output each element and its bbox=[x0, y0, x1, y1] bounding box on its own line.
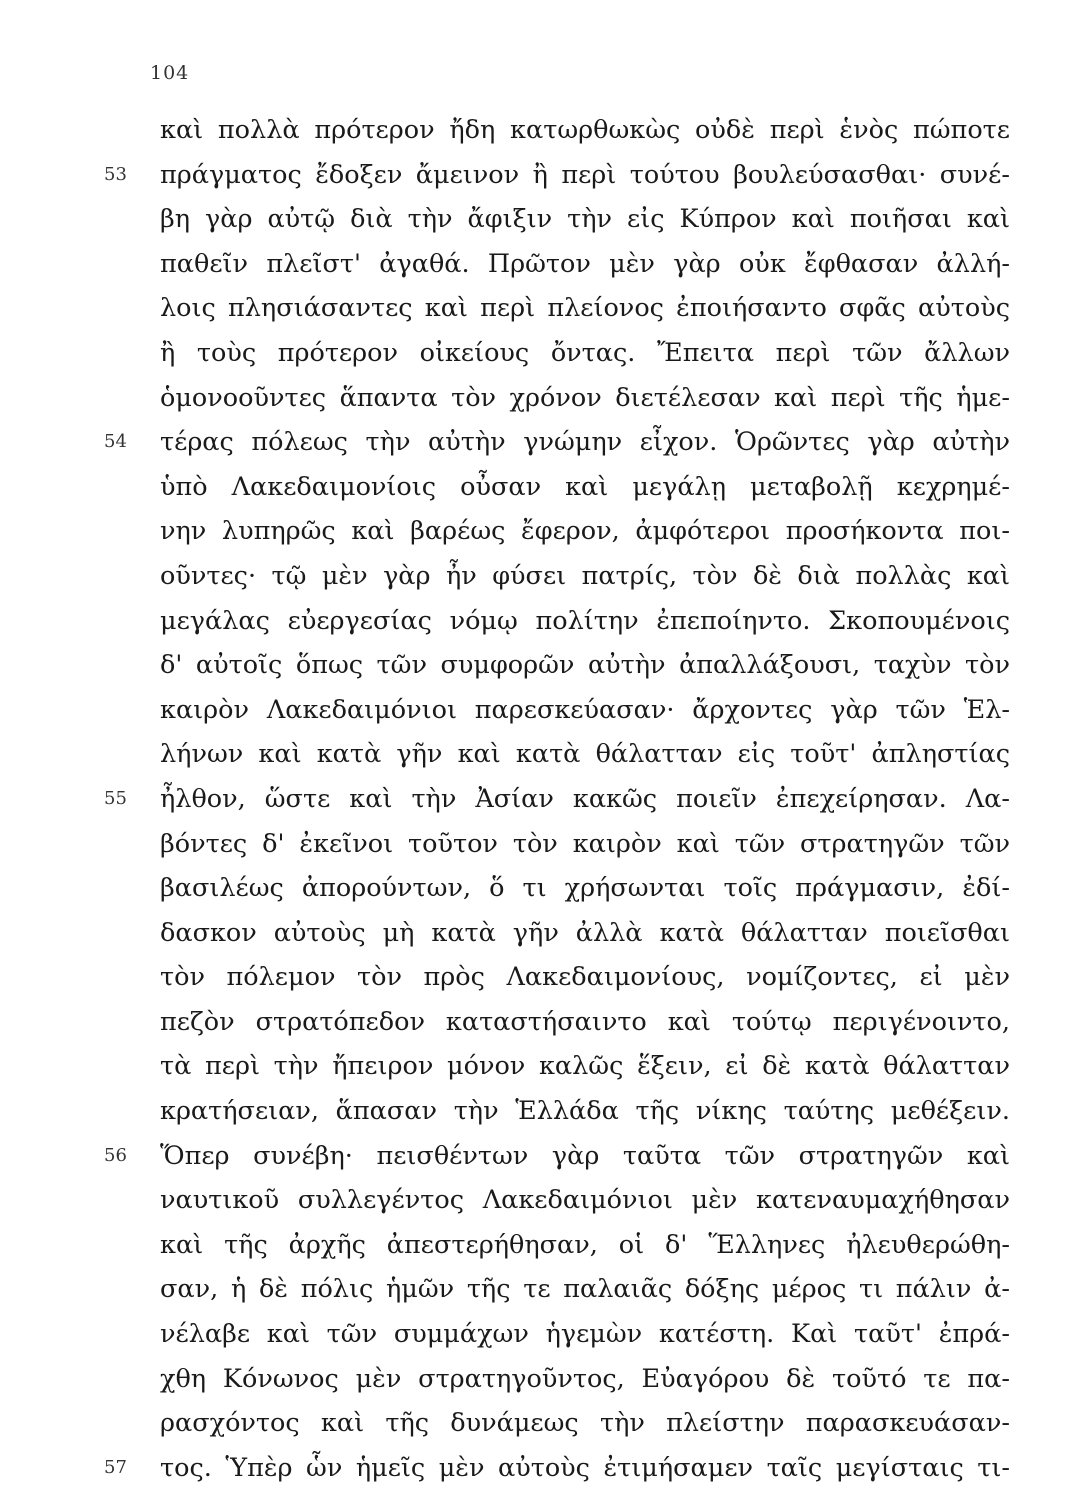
line-text: πράγματος ἔδοξεν ἄμεινον ἢ περὶ τούτου βουλεύσασθαι· συνέ- bbox=[160, 159, 1010, 190]
line-text: καὶ τῆς ἀρχῆς ἀπεστερήθησαν, οἱ δ' Ἕλληνες ἠλευθερώθη- bbox=[160, 1229, 1010, 1260]
text-line bbox=[0, 599, 1073, 644]
text-line bbox=[0, 1000, 1073, 1045]
line-text: οῦντες· τῷ μὲν γὰρ ἦν φύσει πατρίς, τὸν δὲ διὰ πολλὰς καὶ bbox=[160, 560, 1010, 591]
line-text: λοις πλησιάσαντες καὶ περὶ πλείονος ἐποιήσαντο σφᾶς αὐτοὺς bbox=[160, 293, 1010, 324]
text-line bbox=[0, 777, 1073, 822]
line-text: βόντες δ' ἐκεῖνοι τοῦτον τὸν καιρὸν καὶ τῶν στρατηγῶν τῶν bbox=[160, 828, 1010, 859]
line-text: ναυτικοῦ συλλεγέντος Λακεδαιμόνιοι μὲν κατεναυμαχήθησαν bbox=[160, 1185, 1010, 1216]
section-number: 56 bbox=[104, 1144, 127, 1166]
line-text: δ' αὐτοῖς ὅπως τῶν συμφορῶν αὐτὴν ἀπαλλάξουσι, ταχὺν τὸν bbox=[160, 650, 1010, 681]
line-text: σαν, ἡ δὲ πόλις ἡμῶν τῆς τε παλαιᾶς δόξης μέρος τι πάλιν ἀ- bbox=[160, 1274, 1010, 1305]
text-line bbox=[0, 1446, 1073, 1491]
line-text: καιρὸν Λακεδαιμόνιοι παρεσκεύασαν· ἄρχοντες γὰρ τῶν Ἑλ- bbox=[160, 694, 1010, 725]
line-text: νέλαβε καὶ τῶν συμμάχων ἡγεμὼν κατέστη. Καὶ ταῦτ' ἐπρά- bbox=[160, 1319, 1010, 1350]
text-line bbox=[0, 1267, 1073, 1312]
text-line bbox=[0, 688, 1073, 733]
line-text: μεγάλας εὐεργεσίας νόμῳ πολίτην ἐπεποίηντο. Σκοπουμένοις bbox=[160, 605, 1010, 636]
text-line bbox=[0, 955, 1073, 1000]
line-text: παθεῖν πλεῖστ' ἀγαθά. Πρῶτον μὲν γὰρ οὐκ ἔφθασαν ἀλλή- bbox=[160, 248, 1010, 279]
line-text: τὸν πόλεμον τὸν πρὸς Λακεδαιμονίους, νομίζοντες, εἰ μὲν bbox=[160, 962, 1010, 993]
page-number: 104 bbox=[150, 62, 190, 84]
section-number: 54 bbox=[104, 431, 127, 453]
line-text: λήνων καὶ κατὰ γῆν καὶ κατὰ θάλατταν εἰς τοῦτ' ἀπληστίας bbox=[160, 739, 1010, 770]
text-line bbox=[0, 286, 1073, 331]
line-text: χθη Κόνωνος μὲν στρατηγοῦντος, Εὐαγόρου δὲ τοῦτό τε πα- bbox=[160, 1363, 1010, 1394]
text-line bbox=[0, 108, 1073, 153]
text-line bbox=[0, 822, 1073, 867]
text-line bbox=[0, 643, 1073, 688]
text-line bbox=[0, 866, 1073, 911]
section-number: 57 bbox=[104, 1456, 127, 1478]
text-line bbox=[0, 1134, 1073, 1179]
text-line bbox=[0, 1401, 1073, 1446]
line-text: βη γὰρ αὐτῷ διὰ τὴν ἄφιξιν τὴν εἰς Κύπρον καὶ ποιῆσαι καὶ bbox=[160, 204, 1010, 235]
text-line bbox=[0, 1089, 1073, 1134]
text-line bbox=[0, 153, 1073, 198]
section-number: 53 bbox=[104, 163, 127, 185]
text-line bbox=[0, 376, 1073, 421]
text-line bbox=[0, 554, 1073, 599]
line-text: βασιλέως ἀπορούντων, ὅ τι χρήσωνται τοῖς πράγμασιν, ἐδί- bbox=[160, 873, 1010, 904]
line-text: ὑπὸ Λακεδαιμονίοις οὖσαν καὶ μεγάλῃ μεταβολῇ κεχρημέ- bbox=[160, 471, 1010, 502]
text-line bbox=[0, 242, 1073, 287]
section-number: 55 bbox=[104, 787, 127, 809]
line-text: τὰ περὶ τὴν ἤπειρον μόνον καλῶς ἕξειν, εἰ δὲ κατὰ θάλατταν bbox=[160, 1051, 1010, 1082]
text-line bbox=[0, 509, 1073, 554]
text-line bbox=[0, 1223, 1073, 1268]
text-line bbox=[0, 331, 1073, 376]
line-text: ὁμονοοῦντες ἅπαντα τὸν χρόνον διετέλεσαν καὶ περὶ τῆς ἡμε- bbox=[160, 382, 1010, 413]
line-text: κρατήσειαν, ἅπασαν τὴν Ἑλλάδα τῆς νίκης ταύτης μεθέξειν. bbox=[160, 1096, 1010, 1127]
line-text: τέρας πόλεως τὴν αὐτὴν γνώμην εἶχον. Ὁρῶντες γὰρ αὐτὴν bbox=[160, 427, 1010, 458]
text-line bbox=[0, 1044, 1073, 1089]
line-text: Ὅπερ συνέβη· πεισθέντων γὰρ ταῦτα τῶν στρατηγῶν καὶ bbox=[160, 1140, 1010, 1171]
text-line bbox=[0, 1312, 1073, 1357]
line-text: ρασχόντος καὶ τῆς δυνάμεως τὴν πλείστην παρασκευάσαν- bbox=[160, 1408, 1010, 1439]
line-text: καὶ πολλὰ πρότερον ἤδη κατωρθωκὼς οὐδὲ περὶ ἑνὸς πώποτε bbox=[160, 115, 1010, 145]
text-line bbox=[0, 1178, 1073, 1223]
line-text: πεζὸν στρατόπεδον καταστήσαιντο καὶ τούτῳ περιγένοιντο, bbox=[160, 1006, 1010, 1037]
text-line bbox=[0, 1357, 1073, 1402]
line-text: δασκον αὐτοὺς μὴ κατὰ γῆν ἀλλὰ κατὰ θάλατταν ποιεῖσθαι bbox=[160, 917, 1010, 948]
text-line bbox=[0, 911, 1073, 956]
text-line bbox=[0, 732, 1073, 777]
line-text: νην λυπηρῶς καὶ βαρέως ἔφερον, ἀμφότεροι προσήκοντα ποι- bbox=[160, 516, 1010, 547]
line-text: τος. Ὑπὲρ ὧν ἡμεῖς μὲν αὐτοὺς ἐτιμήσαμεν ταῖς μεγίσταις τι- bbox=[160, 1452, 1010, 1483]
line-text: ἦλθον, ὥστε καὶ τὴν Ἀσίαν κακῶς ποιεῖν ἐπεχείρησαν. Λα- bbox=[160, 783, 1010, 814]
text-block bbox=[0, 108, 1073, 1490]
line-text: ἢ τοὺς πρότερον οἰκείους ὄντας. Ἔπειτα περὶ τῶν ἄλλων bbox=[160, 337, 1010, 368]
text-line bbox=[0, 197, 1073, 242]
text-line bbox=[0, 465, 1073, 510]
text-line bbox=[0, 420, 1073, 465]
